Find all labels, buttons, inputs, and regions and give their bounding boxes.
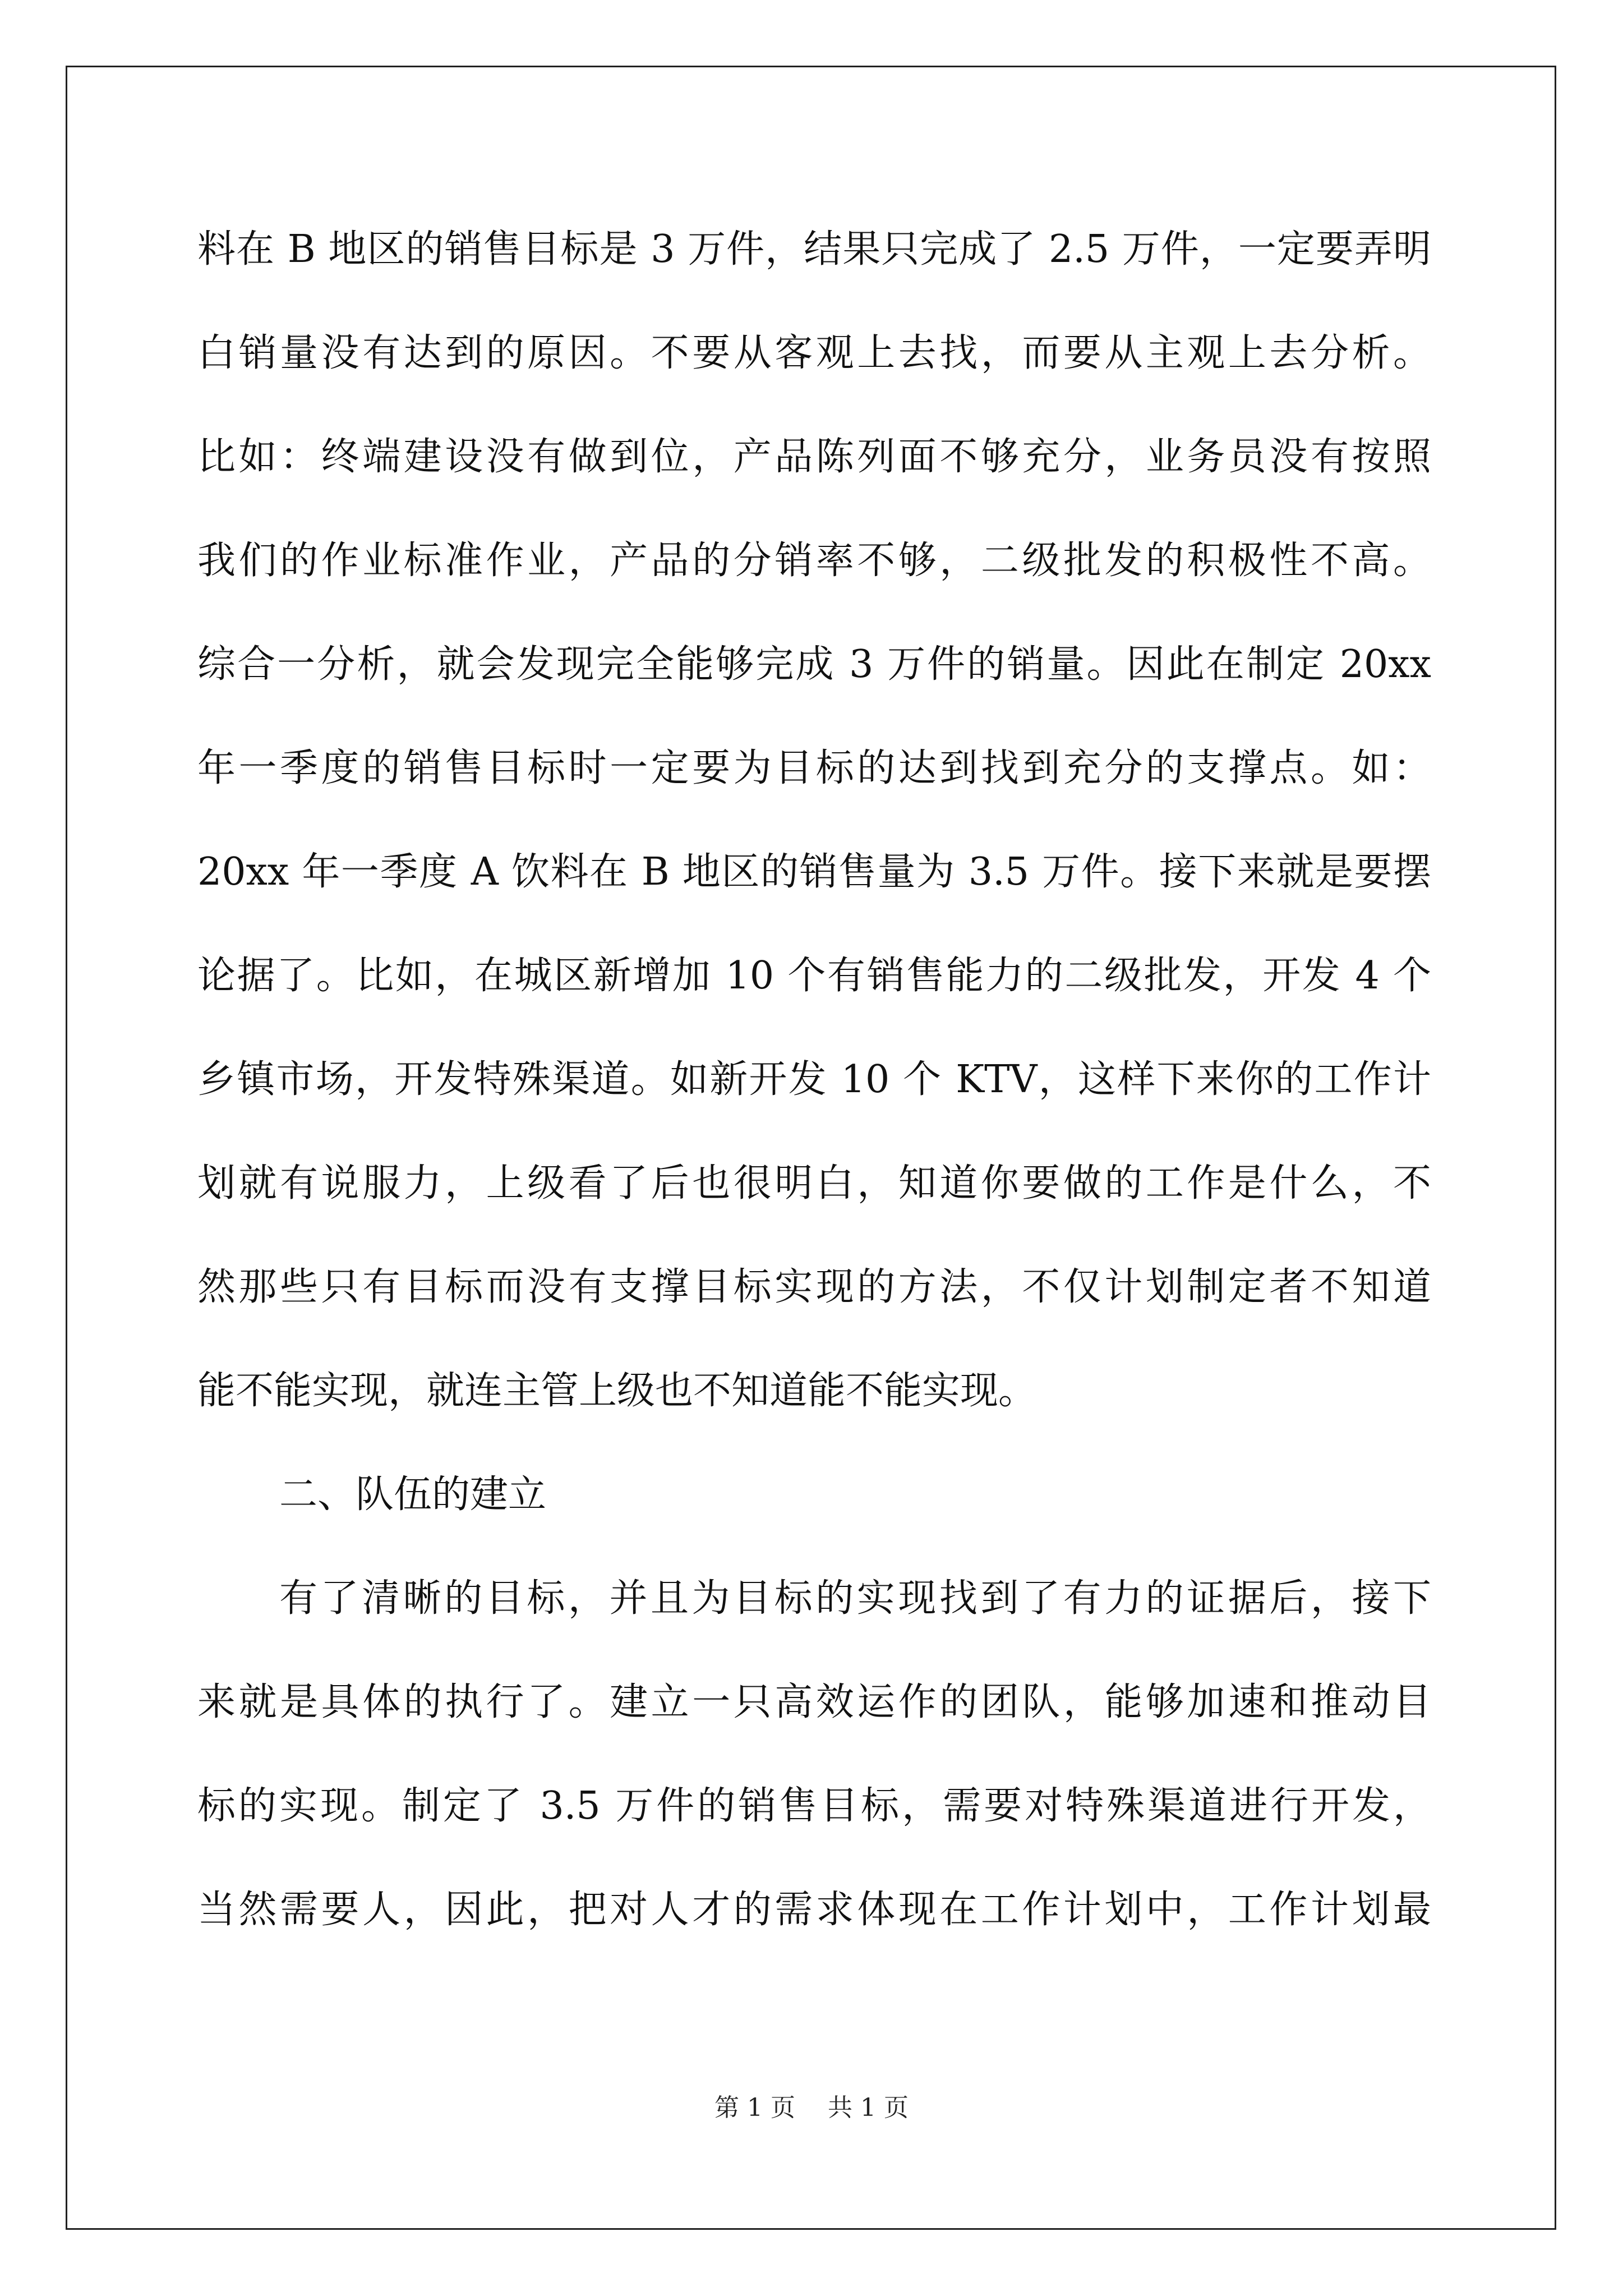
text-line: 比如：终端建设没有做到位，产品陈列面不够充分，业务员没有按照 [197, 435, 1431, 479]
text-line: 20xx 年一季度 A 饮料在 B 地区的销售量为 3.5 万件。接下来就是要摆 [197, 850, 1431, 894]
text-line: 乡镇市场，开发特殊渠道。如新开发 10 个 KTV，这样下来你的工作计 [197, 1057, 1431, 1102]
text-line: 论据了。比如，在城区新增加 10 个有销售能力的二级批发，开发 4 个 [197, 954, 1431, 998]
text-line: 来就是具体的执行了。建立一只高效运作的团队，能够加速和推动目 [197, 1680, 1431, 1724]
text-line: 料在 B 地区的销售目标是 3 万件，结果只完成了 2.5 万件，一定要弄明 [197, 227, 1431, 272]
page-footer [0, 2091, 1623, 2125]
text-line: 有了清晰的目标，并且为目标的实现找到了有力的证据后，接下 [279, 1576, 1431, 1621]
section-heading: 二、队伍的建立 [279, 1473, 547, 1517]
text-line: 年一季度的销售目标时一定要为目标的达到找到充分的支撑点。如： [197, 746, 1431, 790]
text-line: 白销量没有达到的原因。不要从客观上去找，而要从主观上去分析。 [197, 331, 1431, 375]
page-total: 共 1 页 [828, 2093, 909, 2122]
text-line: 能不能实现，就连主管上级也不知道能不能实现。 [197, 1369, 1037, 1413]
text-line: 标的实现。制定了 3.5 万件的销售目标，需要对特殊渠道进行开发， [197, 1784, 1431, 1828]
text-line: 综合一分析，就会发现完全能够完成 3 万件的销量。因此在制定 20xx [197, 642, 1431, 687]
page-number: 第 1 页 [714, 2093, 795, 2122]
text-line: 当然需要人，因此，把对人才的需求体现在工作计划中，工作计划最 [197, 1888, 1431, 1932]
text-line: 然那些只有目标而没有支撑目标实现的方法，不仅计划制定者不知道 [197, 1265, 1431, 1309]
text-line: 我们的作业标准作业，产品的分销率不够，二级批发的积极性不高。 [197, 539, 1431, 583]
document-body [197, 216, 1431, 1980]
text-line: 划就有说服力，上级看了后也很明白，知道你要做的工作是什么，不 [197, 1161, 1431, 1205]
